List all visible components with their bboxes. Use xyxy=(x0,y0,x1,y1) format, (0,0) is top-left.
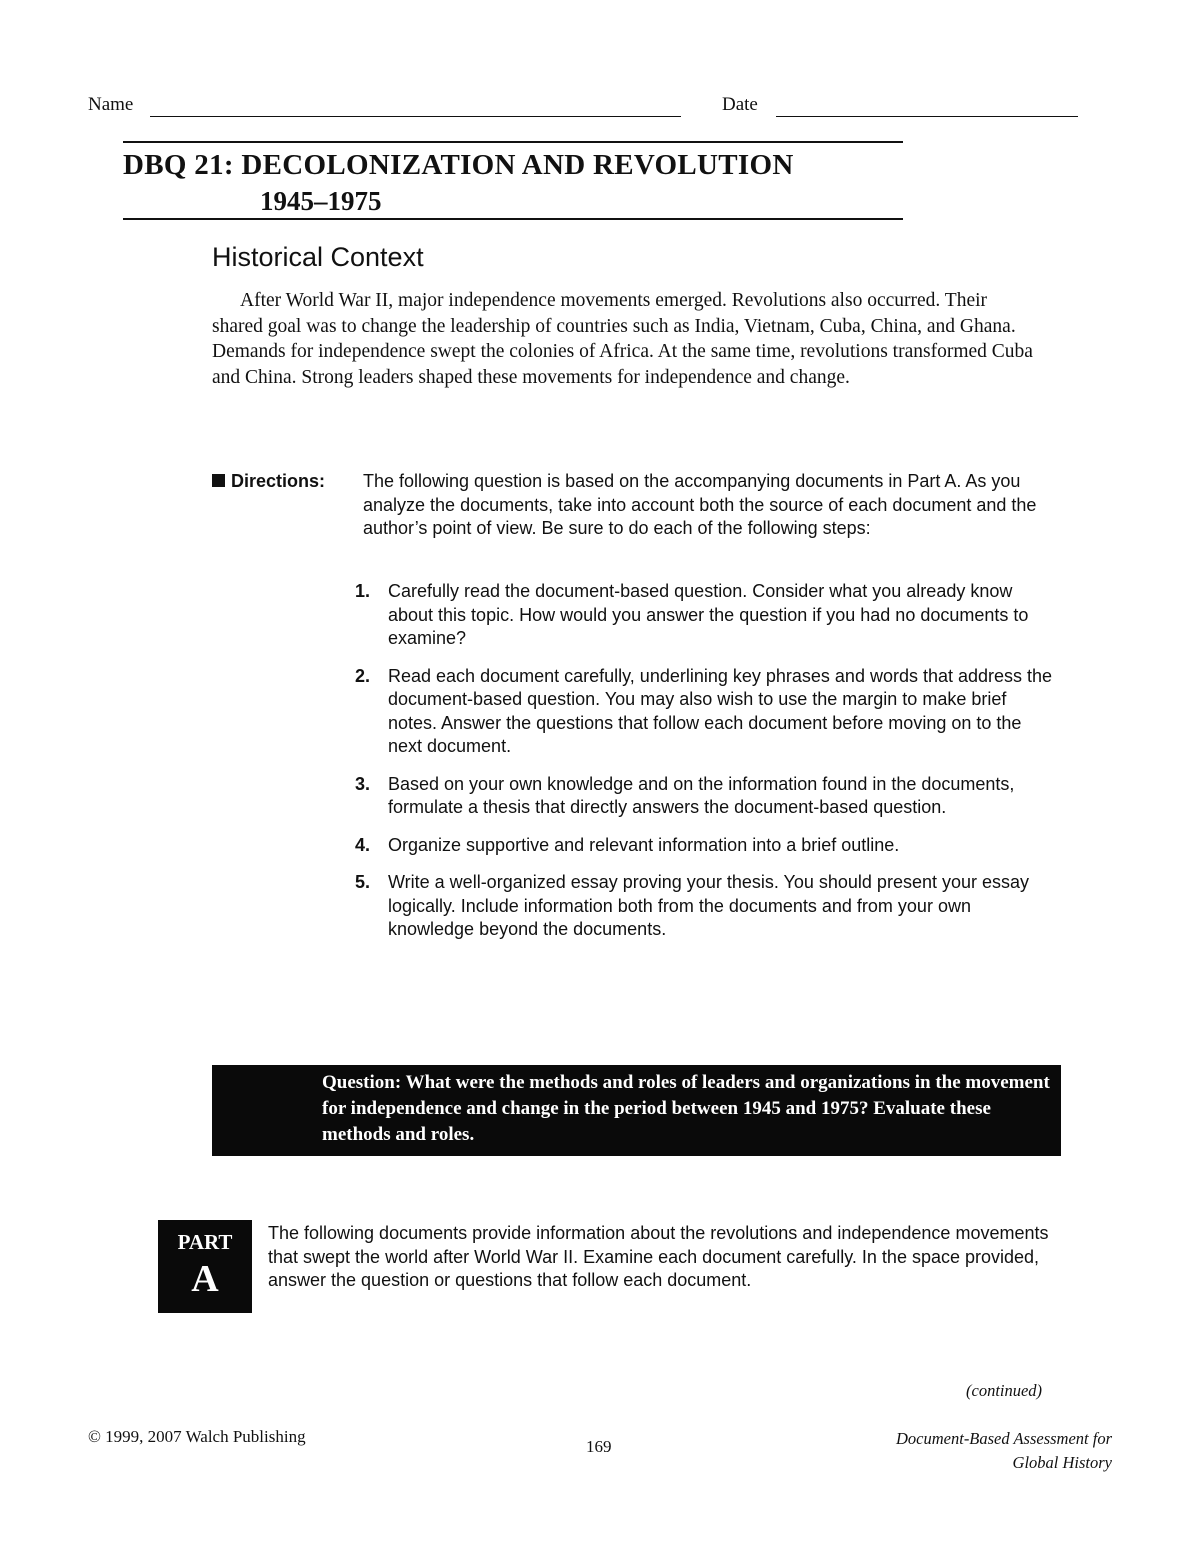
bullet-square-icon xyxy=(212,474,225,487)
step-number: 5. xyxy=(355,872,371,892)
name-label: Name xyxy=(88,94,134,115)
page-title-years: 1945–1975 xyxy=(260,186,382,216)
step-text: Carefully read the document-based question. Consider what you already know about this topic. How would you answer the question if you had no documents to examine? xyxy=(388,581,1029,648)
step-item xyxy=(355,665,1055,759)
step-text: Read each document carefully, underlining key phrases and words that address the document-based question. You may also wish to use the margin to make brief notes. Answer the questions that follow each document before moving on to the next document. xyxy=(388,665,1053,756)
date-field-line[interactable] xyxy=(776,116,1078,117)
date-label: Date xyxy=(722,94,758,115)
part-label: PART xyxy=(177,1230,233,1254)
step-item xyxy=(355,834,1055,858)
book-title xyxy=(800,1427,1112,1475)
part-a-badge xyxy=(158,1220,252,1313)
step-number: 2. xyxy=(355,665,371,686)
step-item xyxy=(355,871,1055,942)
copyright: © 1999, 2007 Walch Publishing xyxy=(88,1427,306,1446)
page-title: DBQ 21: DECOLONIZATION AND REVOLUTION xyxy=(123,149,794,181)
step-number: 4. xyxy=(355,834,371,855)
historical-context-heading: Historical Context xyxy=(212,242,424,272)
name-field-line[interactable] xyxy=(150,116,681,117)
question-box xyxy=(212,1065,1061,1156)
directions-label: Directions: xyxy=(231,471,326,491)
step-text: Write a well-organized essay proving your thesis. You should present your essay logically. Include information both from the documents and from your own knowledge beyond the documents. xyxy=(388,872,1030,939)
part-letter: A xyxy=(191,1258,219,1300)
continued-note: (continued) xyxy=(966,1381,1043,1400)
question-text: What were the methods and roles of leaders and organizations in the movement for independence and change in the period between 1945 and 1975? Evaluate these methods and roles. xyxy=(322,1072,1050,1145)
question-text-block xyxy=(221,1070,1051,1148)
part-a-intro: The following documents provide information about the revolutions and independence movements that swept the world after World War II. Examine each document carefully. In the space provided, answer the question or questions that follow each document. xyxy=(268,1223,1049,1290)
step-item xyxy=(355,580,1055,651)
step-number: 1. xyxy=(355,581,371,601)
historical-context-body: After World War II, major independence movements emerged. Revolutions also occurred. Their shared goal was to change the leadership of countries such as India, Vietnam, Cuba, China, and Ghana. Demands for independence swept the colonies of Africa. At the same time, revolutions transformed Cuba and China. Strong leaders shaped these movements for independence and change. xyxy=(212,290,1033,388)
step-item xyxy=(355,773,1055,820)
page-number: 169 xyxy=(586,1437,612,1456)
step-number: 3. xyxy=(355,773,371,794)
directions-steps xyxy=(355,580,1055,956)
question-label: Question: xyxy=(322,1072,402,1093)
title-rule-bottom xyxy=(123,218,903,220)
directions-head xyxy=(212,470,362,494)
title-rule-top xyxy=(123,141,903,143)
book-title-line1: Document-Based Assessment for xyxy=(896,1429,1112,1448)
book-title-line2: Global History xyxy=(1012,1453,1112,1472)
directions-text: The following question is based on the accompanying documents in Part A. As you analyze the documents, take into account both the source of each document and the author’s point of view. Be sure to do each of the following steps: xyxy=(363,471,1037,538)
step-text: Organize supportive and relevant information into a brief outline. xyxy=(388,834,900,855)
step-text: Based on your own knowledge and on the information found in the documents, formulate a thesis that directly answers the document-based question. xyxy=(388,773,1015,817)
